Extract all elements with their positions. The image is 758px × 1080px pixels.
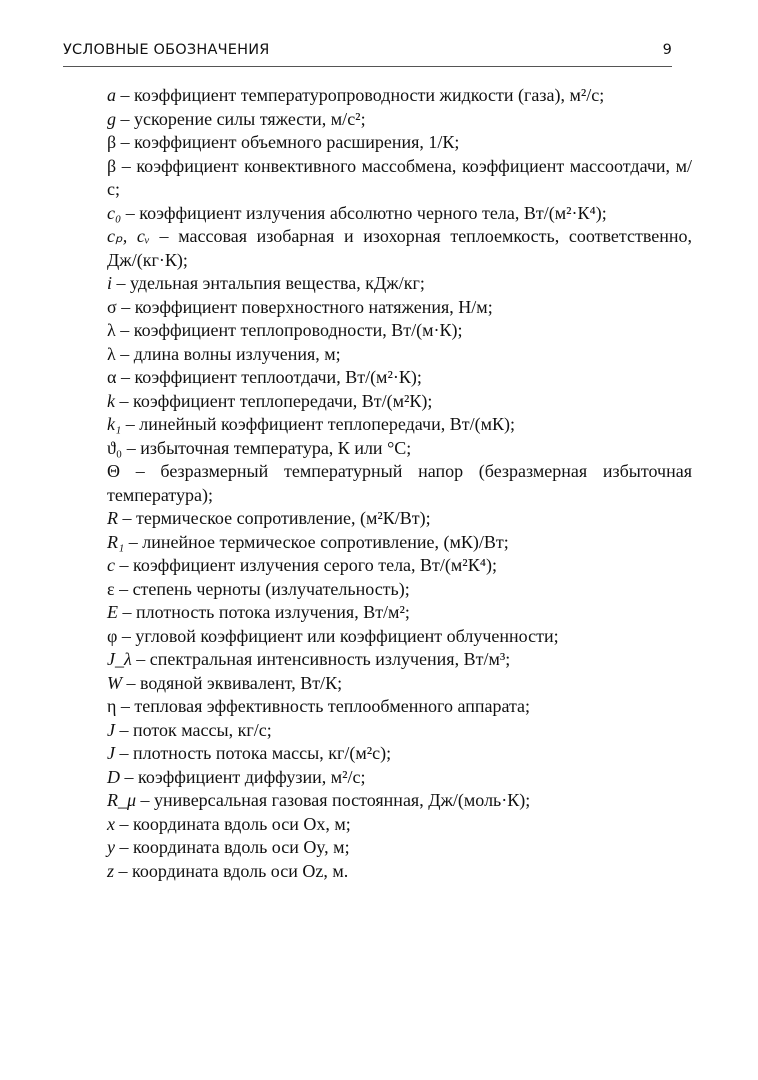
notation-entry — [107, 390, 692, 414]
notation-symbol: β — [107, 155, 117, 176]
notation-definition: – коэффициент диффузии, м²/с; — [120, 766, 366, 787]
notation-entry — [107, 554, 692, 578]
notation-entry — [107, 813, 692, 837]
notation-symbol: g — [107, 108, 116, 129]
notation-symbol: J — [107, 743, 115, 763]
notation-symbol: φ — [107, 625, 118, 646]
notation-entry — [107, 131, 692, 155]
notation-symbol: β — [107, 132, 117, 152]
notation-symbol: k₁ — [107, 414, 122, 434]
notation-entry — [107, 507, 692, 531]
notation-symbol: i — [107, 273, 113, 293]
notation-entry — [107, 648, 692, 672]
notation-entry — [107, 742, 692, 766]
notation-symbol: cₚ, cᵥ — [107, 226, 150, 246]
notation-definition: – безразмерный температурный напор (безразмерная избыточная температура); — [107, 461, 692, 505]
notation-entry — [107, 860, 692, 884]
page-number: 9 — [662, 42, 672, 58]
notation-definition: – ускорение силы тяжести, м/с²; — [116, 108, 366, 129]
notation-definition: – коэффициент объемного расширения, 1/К; — [116, 132, 460, 152]
notation-symbol: c — [107, 555, 115, 575]
notation-symbol: R_μ — [107, 790, 137, 810]
notation-symbol: ε — [107, 578, 115, 599]
notation-definition: – координата вдоль оси Oz, м. — [114, 860, 349, 881]
notation-entry — [107, 437, 692, 461]
notation-entry — [107, 578, 692, 602]
notation-definition: – угловой коэффициент или коэффициент облученности; — [117, 625, 559, 646]
notation-symbol: η — [107, 696, 117, 716]
notation-definition: – длина волны излучения, м; — [115, 343, 341, 364]
notation-definition: – водяной эквивалент, Вт/К; — [122, 672, 343, 693]
notation-symbol: σ — [107, 296, 117, 317]
notation-entry — [107, 789, 692, 813]
notation-symbol: R — [107, 508, 118, 528]
notation-symbol: J_λ — [107, 649, 132, 669]
notation-symbol: J — [107, 719, 115, 740]
notation-symbol: z — [107, 860, 115, 881]
notation-entry — [107, 343, 692, 367]
notation-definition: – плотность потока излучения, Вт/м²; — [118, 602, 410, 622]
notation-entry — [107, 601, 692, 625]
section-title: УСЛОВНЫЕ ОБОЗНАЧЕНИЯ — [63, 42, 270, 58]
notation-entry — [107, 202, 692, 226]
notation-definition: – коэффициент конвективного массобмена, коэффициент массоотдачи, м/с; — [107, 155, 692, 199]
notation-symbol: c₀ — [107, 202, 122, 223]
notation-entry — [107, 836, 692, 860]
notation-entry — [107, 84, 692, 108]
notation-symbol: x — [107, 813, 115, 834]
notation-definition: – коэффициент теплопроводности, Вт/(м·К); — [115, 320, 463, 340]
notation-definition: – спектральная интенсивность излучения, Вт/м³; — [131, 649, 511, 669]
notation-entry — [107, 272, 692, 296]
notation-definition: – коэффициент температуропроводности жидкости (газа), м²/с; — [116, 85, 605, 105]
notation-definition: – удельная энтальпия вещества, кДж/кг; — [112, 273, 425, 293]
notation-list — [107, 84, 692, 883]
notation-entry — [107, 366, 692, 390]
notation-definition: – коэффициент теплопередачи, Вт/(м²К); — [115, 390, 433, 411]
notation-entry — [107, 460, 692, 507]
notation-definition: – координата вдоль оси Oy, м; — [115, 837, 350, 857]
notation-entry — [107, 413, 692, 437]
notation-entry — [107, 319, 692, 343]
notation-entry — [107, 225, 692, 272]
notation-symbol: E — [107, 602, 118, 622]
notation-symbol: W — [107, 672, 122, 693]
notation-symbol: α — [107, 367, 117, 387]
notation-symbol: λ — [107, 343, 116, 364]
notation-entry — [107, 719, 692, 743]
notation-symbol: λ — [107, 320, 116, 340]
notation-entry — [107, 296, 692, 320]
notation-definition: – универсальная газовая постоянная, Дж/(моль·К); — [136, 790, 531, 810]
notation-entry — [107, 672, 692, 696]
notation-symbol: k — [107, 390, 115, 411]
notation-definition: – линейный коэффициент теплопередачи, Вт/(мК); — [121, 414, 515, 434]
notation-entry — [107, 155, 692, 202]
notation-definition: – плотность потока массы, кг/(м²с); — [115, 743, 392, 763]
notation-symbol: ϑ₀ — [107, 437, 123, 458]
notation-definition: – массовая изобарная и изохорная теплоемкость, соответственно, Дж/(кг·К); — [107, 226, 692, 270]
notation-definition: – степень черноты (излучательность); — [114, 578, 410, 599]
notation-entry — [107, 108, 692, 132]
notation-symbol: a — [107, 85, 116, 105]
notation-symbol: D — [107, 766, 120, 787]
notation-definition: – поток массы, кг/с; — [115, 719, 272, 740]
notation-entry — [107, 531, 692, 555]
notation-symbol: y — [107, 837, 115, 857]
notation-definition: – избыточная температура, К или °С; — [122, 437, 412, 458]
notation-definition: – коэффициент теплоотдачи, Вт/(м²·К); — [116, 367, 422, 387]
page-header — [63, 40, 672, 67]
notation-symbol: Θ — [107, 461, 120, 481]
notation-definition: – линейное термическое сопротивление, (мК)/Вт; — [124, 531, 509, 552]
notation-definition: – коэффициент излучения абсолютно черного тела, Вт/(м²·К⁴); — [121, 202, 607, 223]
notation-definition: – термическое сопротивление, (м²К/Вт); — [118, 508, 431, 528]
notation-entry — [107, 695, 692, 719]
notation-definition: – координата вдоль оси Ox, м; — [115, 813, 351, 834]
notation-symbol: R₁ — [107, 531, 125, 552]
notation-definition: – тепловая эффективность теплообменного аппарата; — [116, 696, 531, 716]
notation-entry — [107, 766, 692, 790]
notation-entry — [107, 625, 692, 649]
notation-definition: – коэффициент поверхностного натяжения, Н/м; — [116, 296, 493, 317]
notation-definition: – коэффициент излучения серого тела, Вт/(м²К⁴); — [115, 555, 497, 575]
